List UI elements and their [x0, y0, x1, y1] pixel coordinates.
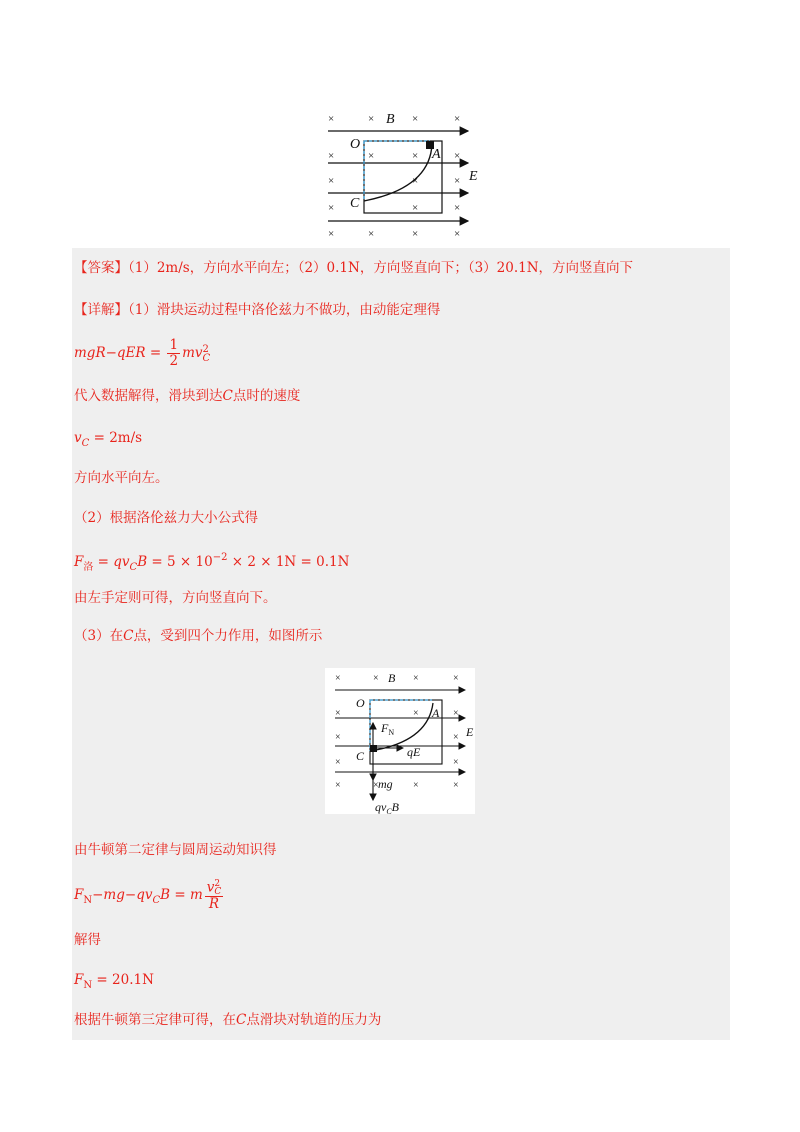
svg-text:×: × [368, 150, 375, 162]
svg-text:×: × [412, 175, 419, 187]
svg-text:×: × [328, 150, 335, 162]
track-frame [364, 141, 442, 213]
detail-line-9: 根据牛顿第三定律可得，在C点滑块对轨道的压力为 [74, 1012, 382, 1028]
svg-text:×: × [335, 708, 341, 719]
figure-magnetic-field-track [322, 108, 482, 240]
svg-text:×: × [413, 780, 419, 791]
svg-text:×: × [412, 150, 419, 162]
svg-text:qE: qE [407, 745, 421, 759]
svg-text:×: × [368, 113, 375, 125]
svg-text:O: O [356, 696, 365, 710]
svg-text:×: × [412, 228, 419, 240]
equation-velocity: $v_C = 2m/s$ [74, 430, 143, 449]
detail-line-8: 解得 [74, 932, 101, 948]
svg-text:×: × [328, 228, 335, 240]
svg-text:B: B [388, 671, 396, 685]
detail-line-4: （2）根据洛伦兹力大小公式得 [74, 510, 259, 526]
svg-text:×: × [453, 732, 459, 743]
svg-text:mg: mg [378, 777, 393, 791]
svg-text:×: × [454, 228, 461, 240]
svg-text:×: × [454, 150, 461, 162]
svg-text:×: × [453, 757, 459, 768]
svg-text:×: × [454, 113, 461, 125]
svg-text:×: × [335, 673, 341, 684]
label-E: E [469, 169, 478, 184]
svg-text:×: × [335, 757, 341, 768]
svg-text:×: × [368, 228, 375, 240]
svg-text:×: × [328, 202, 335, 214]
figure-force-diagram [325, 668, 475, 814]
detail-line-7: 由牛顿第二定律与圆周运动知识得 [74, 842, 277, 858]
equation-energy: mgR−qER = $\frac{1}{2}$ mv 2 C [74, 337, 211, 369]
equation-lorentz: $F_洛 = qv_CB = 5 \times 10^{-2} \times 2 \times 1N = 0.1N$ [74, 552, 350, 573]
svg-text:×: × [373, 780, 379, 791]
svg-text:qvCB: $qv_CB$ [375, 800, 400, 814]
svg-text:C: C [356, 749, 365, 763]
label-O: O [350, 137, 361, 152]
svg-text:A: A [432, 706, 440, 720]
electric-field-lines-2 [335, 690, 465, 772]
detail-line-3: 方向水平向左。 [74, 470, 169, 486]
detail-line-5: 由左手定则可得，方向竖直向下。 [74, 590, 277, 606]
detail-line-1: 【详解】（1）滑块运动过程中洛伦兹力不做功，由动能定理得 [74, 302, 441, 318]
svg-text:×: × [412, 113, 419, 125]
electric-field-lines [328, 131, 468, 221]
svg-text:×: × [453, 673, 459, 684]
svg-text:×: × [413, 673, 419, 684]
svg-text:×: × [412, 202, 419, 214]
answer-line: 【答案】（1）2m/s，方向水平向左；（2）0.1N，方向竖直向下；（3）20.1N，方向竖直向下 [74, 260, 634, 276]
label-B: B [386, 112, 395, 127]
svg-text:×: × [328, 175, 335, 187]
label-C: C [350, 196, 360, 211]
svg-text:×: × [453, 780, 459, 791]
svg-text:E: E [466, 725, 474, 739]
equation-normal-force: $F_N = 20.1N$ [74, 972, 154, 991]
svg-text:×: × [454, 175, 461, 187]
svg-text:×: × [328, 113, 335, 125]
svg-text:×: × [453, 708, 459, 719]
svg-text:FN: $F_N$ [381, 721, 395, 737]
field-crosses-2 [335, 673, 459, 791]
svg-text:×: × [413, 708, 419, 719]
svg-text:×: × [454, 202, 461, 214]
svg-text:×: × [335, 732, 341, 743]
detail-line-2: 代入数据解得，滑块到达C点时的速度 [74, 388, 301, 404]
detail-line-6: （3）在C点，受到四个力作用，如图所示 [74, 628, 323, 644]
svg-text:×: × [335, 780, 341, 791]
label-A: A [432, 147, 441, 162]
svg-text:×: × [373, 673, 379, 684]
quarter-arc-track-2 [370, 703, 433, 751]
equation-newton-second: $F_N-mg-qv_CB = m$ v 2 C R [74, 878, 222, 912]
